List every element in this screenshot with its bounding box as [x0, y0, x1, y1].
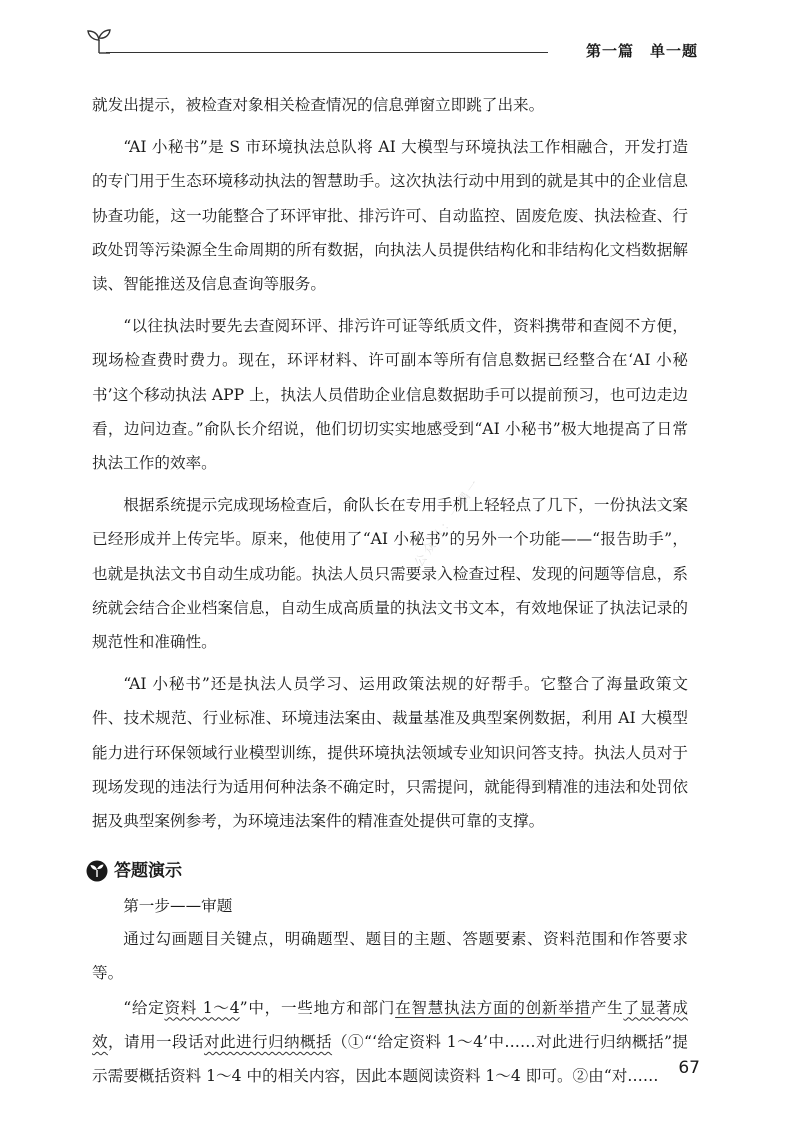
section-heading-text: 答题演示 [114, 861, 182, 882]
wavy-mark: 了显著成效 [92, 998, 688, 1051]
question-text: “给定 [123, 998, 165, 1017]
paragraph: 根据系统提示完成现场检查后，俞队长在专用手机上轻轻点了几下，一份执法文案已经形成并上传完毕。原来，他使用了“AI 小秘书”的另外一个功能——“报告助手”，也就是执法文书自动生成功能。执法人员只需要录入检查过程、发现的问题等信息，系统就会结合企业档案信息，自动生成高质量的执法文书文本，有效地保证了执法记录的规范性和准确性。 [92, 496, 688, 652]
question-paragraph [92, 991, 688, 1094]
paragraph: 就发出提示，被检查对象相关检查情况的信息弹窗立即跳了出来。 [92, 96, 545, 114]
paragraph: “AI 小秘书”还是执法人员学习、运用政策法规的好帮手。它整合了海量政策文件、技术规范、行业标准、环境违法案由、裁量基准及典型案例数据，利用 AI 大模型能力进行环保领域行业模型训练，提供环境执法领域专业知识问答支持。执法人员对于现场发现的违法行为适用何种法条不确定时，只需提问，就能得到精准的违法和处罚依据及典型案例参考，为环境违法案件的精准查处提供可靠的支撑。 [92, 675, 688, 831]
wavy-mark: 资料 1～4 [164, 998, 240, 1017]
underline-mark: 在智慧执法方面的创新举措 [395, 998, 591, 1017]
question-text: 产生 [590, 998, 624, 1017]
watermark: 公众号：一隅一 [411, 475, 484, 570]
paragraph: 通过勾画题目关键点，明确题型、题目的主题、答题要素、资料范围和作答要求等。 [92, 930, 688, 983]
paragraph: “AI 小秘书”是 S 市环境执法总队将 AI 大模型与环境执法工作相融合，开发打造的专门用于生态环境移动执法的智慧助手。这次执法行动中用到的就是其中的企业信息协查功能，这一功能整合了环评审批、排污许可、自动监控、固废危废、执法检查、行政处罚等污染源全生命周期的所有数据，向执法人员提供结构化和非结构化文档数据解读、智能推送及信息查询等服务。 [92, 138, 688, 294]
running-header [86, 28, 698, 68]
step-heading: 第一步——审题 [123, 897, 233, 916]
question-text: （①“‘给定资料 1～4’中……对此进行归纳概括”提示需要概括资料 1～4 中的相关内容，因此本题阅读资料 1～4 即可。②由“对…… [92, 1032, 688, 1086]
question-text: ”中，一些地方和部门 [239, 998, 396, 1017]
leaf-badge-icon [86, 860, 108, 882]
section-heading [86, 856, 688, 886]
header-rule [106, 52, 548, 53]
body-text [92, 88, 688, 1093]
wavy-mark: 对此进行归纳概括 [204, 1032, 333, 1051]
section-title: 第一篇 单一题 [585, 42, 698, 60]
sprout-icon [86, 28, 112, 54]
page-number: 67 [678, 1058, 700, 1078]
paragraph: “以往执法时要先去查阅环评、排污许可证等纸质文件，资料携带和查阅不方便，现场检查费时费力。现在，环评材料、许可副本等所有信息数据已经整合在‘AI 小秘书’这个移动执法 APP 上，执法人员借助企业信息数据助手可以提前预习，也可边走边看，边问边查。”俞队长介绍说，他们切切实实地感受到“AI 小秘书”极大地提高了日常执法工作的效率。 [92, 317, 688, 473]
question-text: ，请用一段话 [108, 1032, 205, 1051]
